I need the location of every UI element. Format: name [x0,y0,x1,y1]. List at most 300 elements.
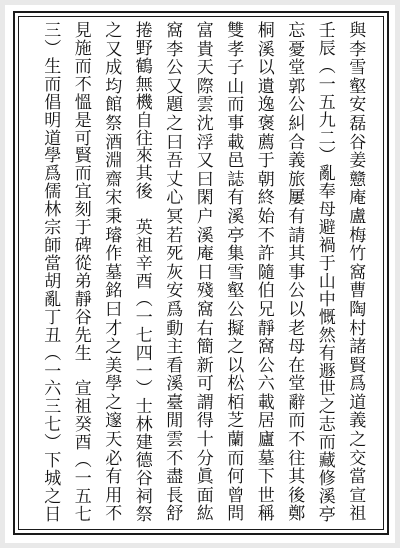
text-column-2 [312,23,343,525]
glyph: 禍 [318,236,336,257]
glyph: 于 [74,218,92,239]
glyph: 李 [349,39,367,60]
glyph: 動 [166,318,184,339]
glyph: 林 [44,200,62,221]
glyph: 一 [44,361,62,382]
glyph: 溪 [318,486,336,507]
glyph: 英 [135,218,153,239]
glyph: 墓 [257,448,275,469]
glyph: 溪 [257,39,275,60]
glyph: 義 [288,151,306,172]
glyph: 糾 [288,113,306,134]
glyph: 三 [44,21,62,41]
glyph: 薦 [257,132,275,153]
glyph: 自 [135,110,153,131]
glyph: 之 [166,113,184,134]
glyph: 鄭 [288,504,306,525]
glyph: 癸 [74,415,92,436]
glyph: 擬 [227,318,245,339]
glyph: 賢 [349,355,367,376]
glyph: 載 [227,132,245,153]
glyph: 往 [135,128,153,149]
glyph: 閑 [196,188,214,209]
glyph: 修 [318,469,336,490]
glyph: 之 [318,397,336,418]
glyph: 公 [227,299,245,320]
glyph: 世 [257,485,275,506]
glyph: 道 [44,128,62,149]
glyph: 于 [257,151,275,172]
glyph: 紘 [196,504,214,525]
glyph: 戆 [349,169,367,190]
glyph: 日 [44,504,62,525]
glyph: 宣 [349,485,367,506]
glyph: 以 [227,355,245,376]
glyph: 一 [318,74,336,95]
glyph: 曰 [166,132,184,153]
glyph: 許 [257,244,275,265]
glyph: 谷 [135,469,153,490]
glyph: 捲 [135,21,153,41]
glyph: 題 [166,95,184,116]
glyph: 而 [227,448,245,469]
glyph: 庵 [349,188,367,209]
glyph: 隨 [257,262,275,283]
glyph: 雙 [227,21,245,41]
glyph: 城 [44,469,62,490]
glyph: 得 [196,411,214,432]
glyph: 七 [44,415,62,436]
glyph: 公 [257,355,275,376]
glyph: 祭 [105,113,123,134]
glyph: 五 [318,92,336,113]
glyph: 陶 [349,299,367,320]
glyph: 而 [288,411,306,432]
glyph: 刻 [74,200,92,221]
glyph: 而 [44,74,62,95]
glyph: 先 [74,325,92,346]
inner-border [18,16,384,530]
glyph: 子 [227,58,245,79]
glyph: 亭 [227,225,245,246]
glyph: 無 [135,74,153,95]
glyph: 其 [288,244,306,265]
glyph: 窩 [166,21,184,41]
glyph: 芝 [227,411,245,432]
glyph: 山 [227,76,245,97]
glyph: 中 [318,289,336,310]
glyph: 道 [349,392,367,413]
glyph: 公 [288,281,306,302]
glyph: 老 [288,318,306,339]
text-column-8 [129,23,160,525]
glyph: 面 [196,485,214,506]
glyph: ︶ [318,146,336,167]
glyph: 有 [288,206,306,227]
glyph: 問 [227,504,245,525]
glyph: 十 [196,430,214,451]
glyph: 學 [105,374,123,395]
glyph: 祠 [135,486,153,507]
glyph: 際 [196,76,214,97]
glyph: 銘 [105,281,123,302]
glyph: 灰 [166,262,184,283]
glyph: 眞 [196,467,214,488]
glyph: 山 [318,271,336,292]
glyph: 壑 [349,76,367,97]
glyph: 新 [196,355,214,376]
glyph: 窩 [349,262,367,283]
glyph: 磊 [349,113,367,134]
glyph: 又 [196,151,214,172]
glyph: 貴 [196,39,214,60]
glyph: 有 [227,188,245,209]
glyph: 事 [227,113,245,134]
glyph: 往 [288,448,306,469]
glyph: 日 [196,262,214,283]
glyph: 美 [105,355,123,376]
glyph: 三 [44,397,62,418]
glyph: 窩 [257,337,275,358]
glyph: 邃 [105,411,123,432]
glyph: 才 [105,318,123,339]
glyph: 九 [318,110,336,131]
glyph: 壑 [227,281,245,302]
glyph: 胡 [44,271,62,292]
glyph: 慍 [74,92,92,113]
glyph: 以 [257,58,275,79]
glyph: 宗 [44,218,62,239]
glyph: 不 [288,430,306,451]
glyph: 辭 [288,392,306,413]
glyph: 溪 [227,206,245,227]
glyph: 簡 [196,337,214,358]
glyph: 若 [166,225,184,246]
glyph: 德 [135,451,153,472]
glyph: 辛 [135,253,153,274]
glyph: ︶ [44,433,62,454]
glyph: 七 [135,325,153,346]
glyph: 館 [105,95,123,116]
glyph: 屢 [288,188,306,209]
glyph: 酉 [74,433,92,454]
text-column-10 [68,23,99,525]
glyph: 憂 [288,39,306,60]
glyph: 溪 [166,374,184,395]
glyph: ︶ [135,379,153,400]
glyph: 一 [74,469,92,490]
glyph: 庵 [196,244,214,265]
glyph: 學 [44,146,62,167]
glyph: 奉 [318,182,336,203]
glyph: 于 [318,253,336,274]
glyph: 集 [227,244,245,265]
glyph: 谷 [74,307,92,328]
glyph: 曰 [196,169,214,190]
glyph: 何 [227,467,245,488]
glyph: 臺 [166,392,184,413]
glyph: 是 [74,110,92,131]
glyph: 與 [349,21,367,41]
glyph: 桐 [257,21,275,41]
glyph: 李 [166,39,184,60]
glyph: 雪 [227,262,245,283]
glyph: 而 [74,164,92,185]
glyph: 不 [74,74,92,95]
glyph: 母 [288,337,306,358]
glyph: 秉 [105,206,123,227]
glyph: 義 [349,411,367,432]
glyph: 六 [44,379,62,400]
glyph: 七 [74,504,92,525]
glyph: 慨 [318,307,336,328]
glyph: 逸 [257,95,275,116]
glyph: 施 [74,38,92,59]
glyph: 五 [74,486,92,507]
glyph: 曾 [227,485,245,506]
glyph: 以 [288,299,306,320]
text-column-1 [343,23,374,525]
glyph: 後 [288,485,306,506]
glyph: 宋 [105,188,123,209]
glyph: 齋 [105,169,123,190]
glyph: 谷 [349,132,367,153]
glyph: 之 [105,337,123,358]
glyph: 其 [135,164,153,185]
glyph: 遺 [257,76,275,97]
glyph: 亭 [318,504,336,525]
glyph: 有 [318,343,336,364]
glyph: 曰 [105,299,123,320]
glyph: 成 [105,58,123,79]
glyph: 安 [349,95,367,116]
glyph: 母 [318,200,336,221]
glyph: 墓 [105,262,123,283]
glyph: 酒 [105,132,123,153]
glyph: 旅 [288,169,306,190]
glyph: 士 [135,397,153,418]
glyph: 之 [105,392,123,413]
glyph: 安 [166,281,184,302]
glyph: 冥 [166,206,184,227]
glyph: 下 [44,451,62,472]
glyph: 姜 [349,151,367,172]
glyph: 當 [44,253,62,274]
glyph: 吾 [166,151,184,172]
glyph: 溪 [196,225,214,246]
glyph: 林 [135,415,153,436]
glyph: 始 [257,206,275,227]
glyph: 志 [318,415,336,436]
glyph: 盡 [166,467,184,488]
glyph: 死 [166,244,184,265]
glyph: 在 [288,355,306,376]
glyph: ︵ [318,56,336,77]
glyph: 一 [135,361,153,382]
glyph: 浮 [196,132,214,153]
glyph: 竹 [349,244,367,265]
glyph: 酉 [135,271,153,292]
glyph: 有 [105,467,123,488]
glyph: 碑 [74,236,92,257]
glyph: 孝 [227,39,245,60]
glyph: 弟 [74,271,92,292]
glyph: 璿 [105,225,123,246]
glyph: ︶ [44,38,62,59]
glyph: 爲 [166,299,184,320]
glyph: 二 [318,128,336,149]
glyph: 靜 [74,289,92,310]
outer-border [13,11,389,535]
glyph: 盧 [349,206,367,227]
glyph: 郭 [288,76,306,97]
glyph: 祖 [135,236,153,257]
glyph: 辰 [318,38,336,59]
glyph: 合 [288,132,306,153]
glyph: 富 [196,21,214,41]
glyph: 均 [105,76,123,97]
glyph: 户 [196,206,214,227]
glyph: 四 [135,343,153,364]
glyph: 爲 [349,374,367,395]
glyph: 蘭 [227,430,245,451]
glyph: 邑 [227,151,245,172]
glyph: 諸 [349,337,367,358]
glyph: 不 [105,504,123,525]
glyph: 主 [166,337,184,358]
glyph: 稱 [257,504,275,525]
glyph: 分 [196,448,214,469]
glyph: 伯 [257,281,275,302]
glyph: 倡 [44,92,62,113]
glyph: 又 [166,76,184,97]
glyph: 松 [227,374,245,395]
glyph: 世 [318,379,336,400]
glyph: 祖 [74,397,92,418]
text-column-3 [282,23,313,525]
glyph: 居 [257,411,275,432]
glyph: 後 [135,182,153,203]
glyph: 生 [74,343,92,364]
glyph: 載 [257,392,275,413]
glyph: 淵 [105,151,123,172]
text-column-9 [99,23,130,525]
glyph: 謂 [196,392,214,413]
glyph: 丑 [44,325,62,346]
glyph: 終 [257,188,275,209]
glyph: 亂 [318,164,336,185]
glyph: 兄 [257,299,275,320]
glyph: 從 [74,253,92,274]
glyph: 朝 [257,169,275,190]
glyph: 賢 [74,146,92,167]
glyph: 誌 [227,169,245,190]
glyph: 而 [74,56,92,77]
glyph: 祭 [135,504,153,525]
glyph: 梅 [349,225,367,246]
glyph: 之 [44,486,62,507]
glyph: 請 [288,225,306,246]
glyph: 看 [166,355,184,376]
glyph: 亂 [44,289,62,310]
glyph: 六 [257,374,275,395]
glyph: 公 [166,58,184,79]
glyph: 堂 [288,58,306,79]
glyph: 師 [44,236,62,257]
glyph: 用 [105,485,123,506]
glyph: 丈 [166,169,184,190]
text-column-7 [160,23,191,525]
glyph: 其 [288,467,306,488]
glyph: 下 [257,467,275,488]
glyph: 靜 [257,318,275,339]
text-column-6 [190,23,221,525]
glyph: 曹 [349,281,367,302]
glyph: 雲 [166,430,184,451]
glyph: 褒 [257,113,275,134]
glyph: 村 [349,318,367,339]
glyph: 野 [135,38,153,59]
glyph: 鶴 [135,56,153,77]
glyph: 天 [105,430,123,451]
glyph: 殘 [196,281,214,302]
glyph: 儒 [44,182,62,203]
text-column-11 [38,23,69,525]
glyph: 可 [196,374,214,395]
glyph: 祖 [349,504,367,525]
glyph: 沈 [196,113,214,134]
glyph: 不 [257,225,275,246]
glyph: 宜 [74,182,92,203]
glyph: 遯 [318,361,336,382]
glyph: 公 [288,95,306,116]
glyph: 可 [74,128,92,149]
glyph: 窩 [196,299,214,320]
glyph: 堂 [288,374,306,395]
glyph: 之 [105,21,123,41]
text-column-5 [221,23,252,525]
glyph: 又 [105,39,123,60]
document-page [5,5,395,543]
glyph: ︵ [74,451,92,472]
glyph: 明 [44,110,62,131]
glyph: 作 [105,244,123,265]
glyph: 廬 [257,430,275,451]
glyph: 建 [135,433,153,454]
glyph: 右 [196,318,214,339]
glyph: 雲 [196,95,214,116]
glyph: 事 [288,262,306,283]
glyph: 生 [44,56,62,77]
glyph: 爲 [44,164,62,185]
glyph: 雪 [349,58,367,79]
glyph: 見 [74,21,92,41]
glyph: 而 [227,95,245,116]
glyph: 不 [166,448,184,469]
glyph: 之 [227,337,245,358]
glyph: 閒 [166,411,184,432]
glyph: 一 [135,307,153,328]
glyph: 心 [166,188,184,209]
glyph: 然 [318,325,336,346]
glyph: 栢 [227,392,245,413]
glyph: 而 [318,433,336,454]
glyph: 舒 [166,504,184,525]
glyph: 機 [135,92,153,113]
glyph: ︵ [135,289,153,310]
text-column-4 [251,23,282,525]
glyph: 藏 [318,451,336,472]
